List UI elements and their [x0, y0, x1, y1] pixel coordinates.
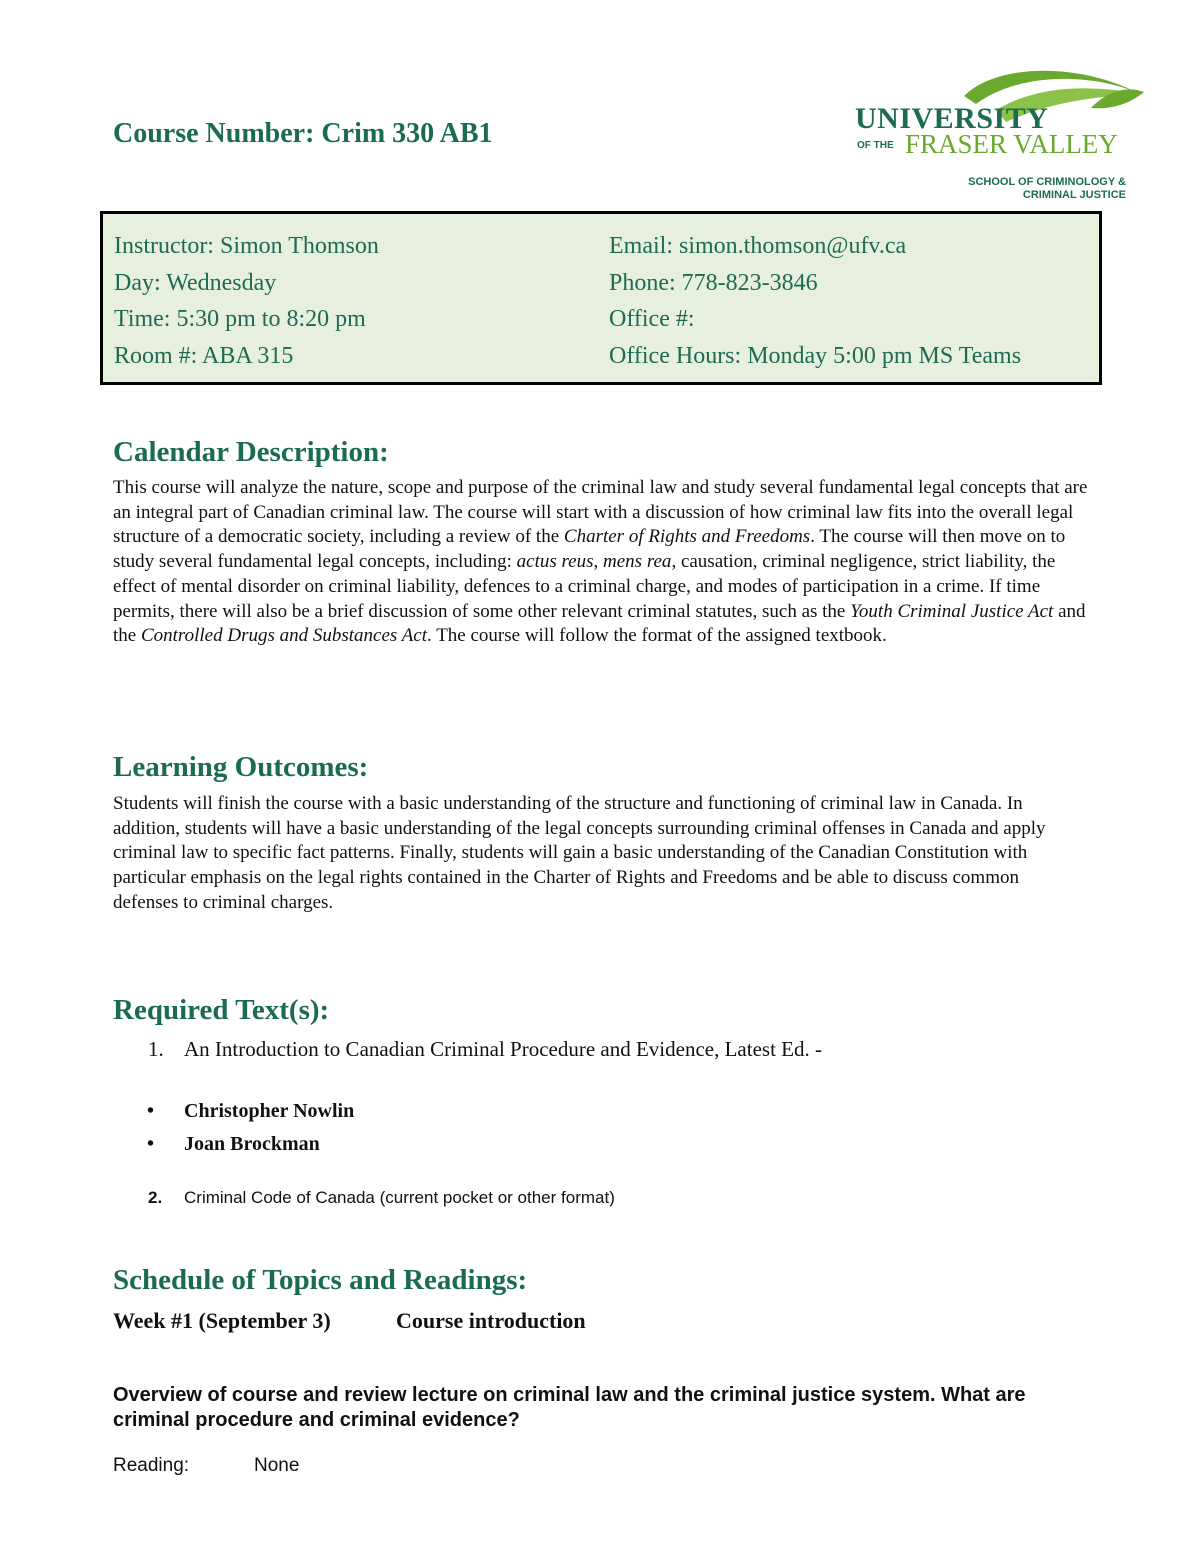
calendar-description-text [113, 476, 1088, 649]
author-name: Christopher Nowlin [184, 1100, 355, 1122]
required-item-2 [148, 1188, 615, 1208]
calendar-text-part: . The course will follow the format of the assigned textbook. [427, 625, 887, 647]
week-1-row [113, 1308, 586, 1334]
info-right-column [609, 228, 1021, 374]
required-item-1-text: An Introduction to Canadian Criminal Procedure and Evidence, Latest Ed. - [184, 1037, 822, 1061]
calendar-italic-charter: Charter of Rights and Freedoms [563, 526, 811, 548]
week-1-overview: Overview of course and review lecture on criminal law and the criminal justice system. What are criminal procedure and criminal evidence? [113, 1384, 1026, 1431]
calendar-italic-cdsa: Controlled Drugs and Substances Act [140, 625, 428, 647]
week-1-reading [113, 1455, 300, 1477]
calendar-text-part: , causation, criminal negligence, strict liability, the effect of mental disorder on criminal liability, defences to a criminal charge, and modes of participation in a crime. If time permits, there will also be a brief discussion of some other relevant criminal statutes, such as the [113, 551, 1056, 622]
required-item-1 [148, 1037, 822, 1062]
required-item-1-number: 1. [148, 1037, 164, 1061]
schedule-heading: Schedule of Topics and Readings: [113, 1264, 528, 1296]
logo-school-line1: SCHOOL OF CRIMINOLOGY & [968, 176, 1126, 188]
ufv-logo [846, 66, 1146, 206]
office-line: Office #: [609, 306, 695, 332]
calendar-italic-ycja: Youth Criminal Justice Act [850, 600, 1054, 622]
office-hours-line: Office Hours: Monday 5:00 pm MS Teams [609, 342, 1022, 369]
logo-university-text: UNIVERSITY [855, 102, 1049, 135]
calendar-text-part: This course will analyze the nature, scope and purpose of the criminal law and study several fundamental legal concepts that are an integral part of Canadian criminal law. The course will start with a discussion of how criminal law fits into the overall legal structure of a democratic society, including a review of the [113, 477, 1088, 548]
instructor-info-box [100, 211, 1102, 385]
required-texts-heading: Required Text(s): [113, 994, 330, 1026]
instructor-line: Instructor: Simon Thomson [114, 233, 379, 259]
author-list-item [147, 1133, 320, 1156]
learning-outcomes-text: Students will finish the course with a basic understanding of the structure and functioning of criminal law in Canada. In addition, students will have a basic understanding of the legal concepts surrounding criminal offenses in Canada and apply criminal law to specific fact patterns. Finally, students will gain a basic understanding of the Canadian Constitution with particular emphasis on the legal rights contained in the Charter of Rights and Freedoms and be able to discuss common defenses to criminal charges. [113, 793, 1046, 913]
phone-line: Phone: 778-823-3846 [609, 269, 818, 296]
week-1-topic: Course introduction [396, 1308, 586, 1333]
author-name: Joan Brockman [184, 1133, 320, 1155]
calendar-text-part: and the [113, 600, 1086, 647]
calendar-italic-actus-reus: actus reus [516, 551, 594, 573]
calendar-italic-mens-rea: mens rea [603, 551, 672, 573]
required-item-2-text: Criminal Code of Canada (current pocket or other format) [184, 1188, 615, 1207]
reading-label: Reading: [113, 1455, 190, 1476]
logo-school-text [968, 176, 1126, 202]
reading-value: None [254, 1455, 300, 1476]
logo-of-the-text: OF THE [857, 140, 894, 151]
calendar-description-heading: Calendar Description: [113, 436, 389, 468]
room-line: Room #: ABA 315 [114, 342, 294, 369]
info-left-column [114, 228, 379, 374]
email-line: Email: simon.thomson@ufv.ca [609, 233, 907, 259]
day-line: Day: Wednesday [114, 269, 277, 296]
learning-outcomes-heading: Learning Outcomes: [113, 751, 369, 783]
required-item-2-number: 2. [148, 1188, 163, 1207]
bullet-icon: • [147, 1100, 155, 1122]
time-line: Time: 5:30 pm to 8:20 pm [114, 306, 366, 332]
bullet-icon: • [147, 1133, 155, 1155]
logo-fraser-valley-text: FRASER VALLEY [905, 129, 1118, 159]
logo-school-line2: CRIMINAL JUSTICE [1022, 189, 1126, 201]
calendar-text-part: . The course will then move on to study several fundamental legal concepts, including: [113, 526, 1066, 573]
course-number-title: Course Number: Crim 330 AB1 [113, 118, 493, 149]
author-list-item [147, 1100, 355, 1123]
week-1-label: Week #1 (September 3) [113, 1308, 331, 1333]
calendar-text-part: , [593, 551, 604, 573]
